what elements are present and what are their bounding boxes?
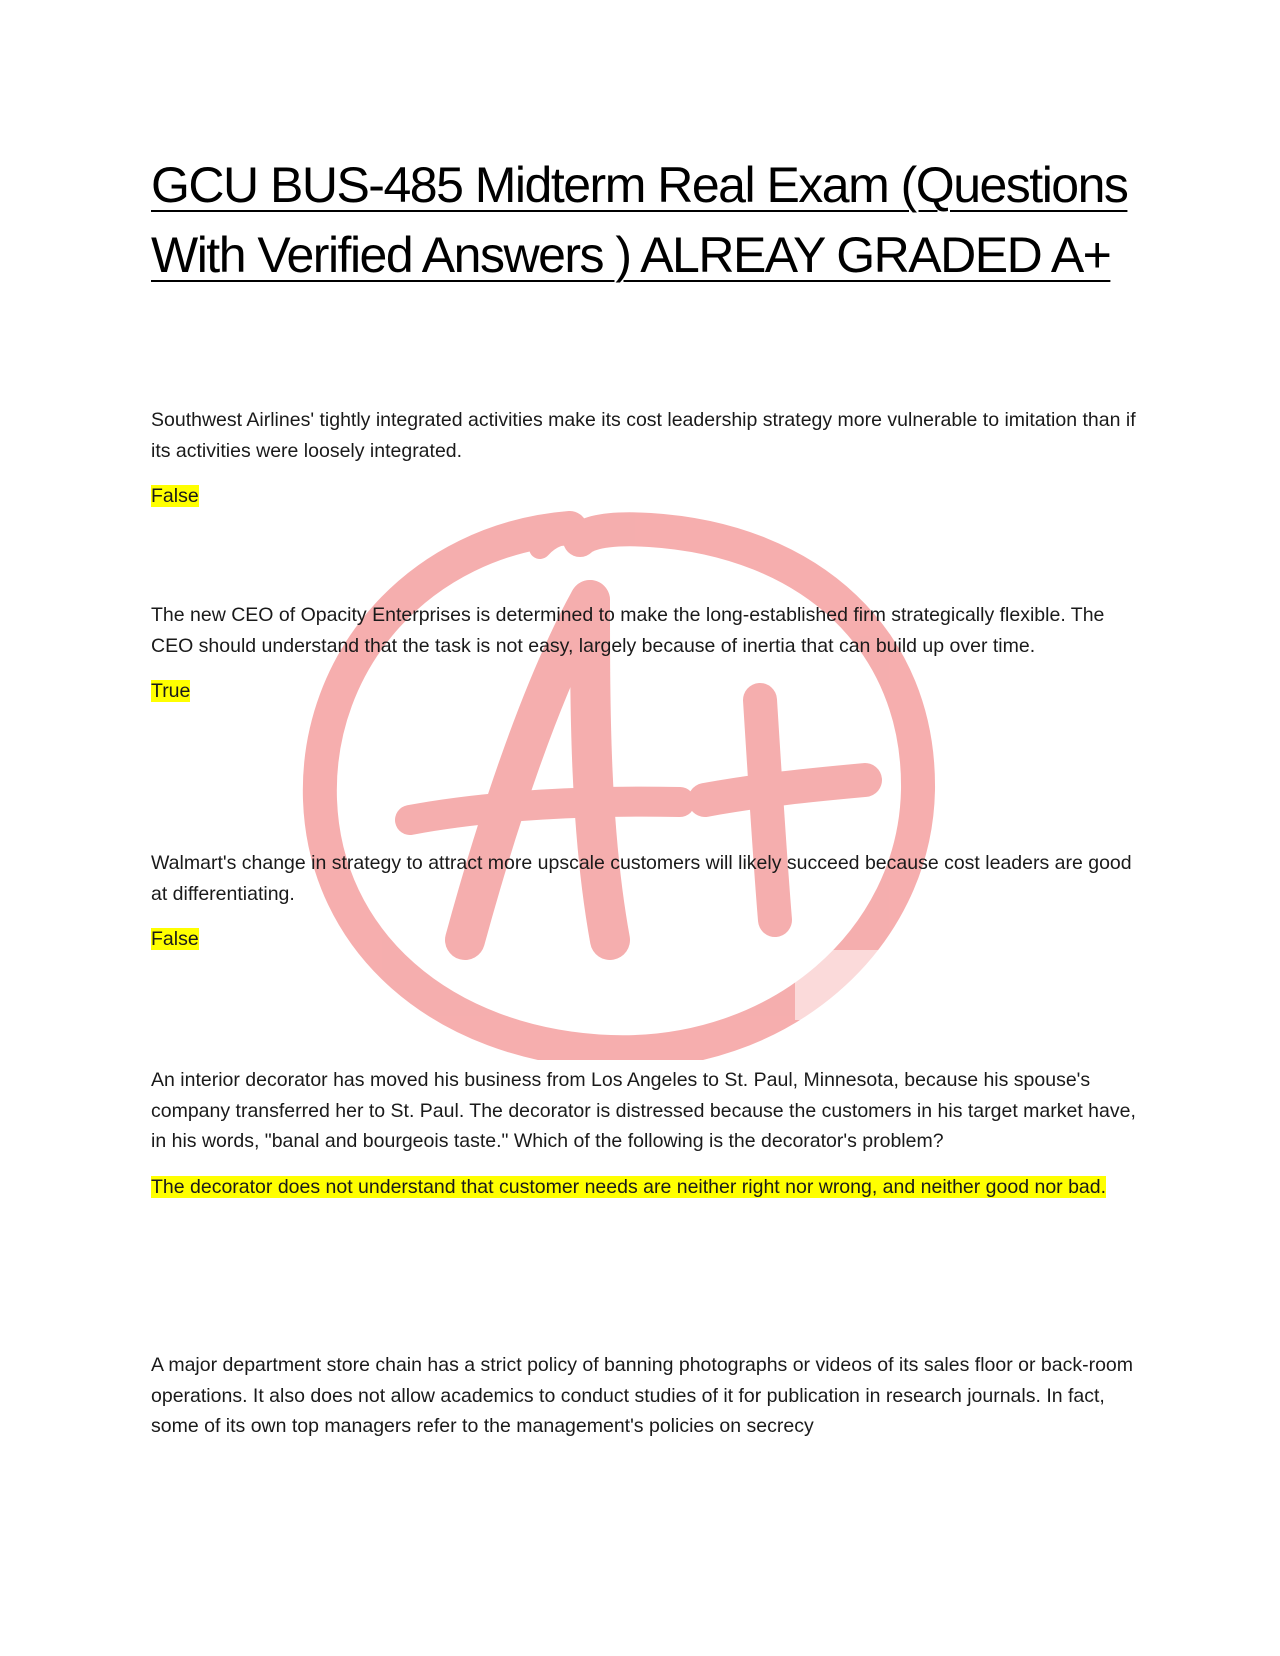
question-item-3 — [151, 848, 1136, 955]
watermark-overlay-box — [795, 950, 940, 1020]
watermark-text: or — [920, 994, 940, 1016]
question-text: Walmart's change in strategy to attract more upscale customers will likely succeed because cost leaders are good at differentiating. — [151, 852, 1132, 905]
answer-highlight: True — [151, 680, 191, 702]
question-text: A major department store chain has a strict policy of banning photographs or videos of its sales floor or back-room operations. It also does not allow academics to conduct studies of it for publication in research journals. In fact, some of its own top managers refer to the management's policies on secrecy — [151, 1354, 1133, 1437]
answer-highlight: The decorator does not understand that customer needs are neither right nor wrong, and neither good nor bad. — [151, 1175, 1107, 1198]
question-item-4 — [151, 1065, 1136, 1202]
question-item-5 — [151, 1350, 1136, 1442]
question-item-2 — [151, 600, 1136, 707]
question-item-1 — [151, 405, 1136, 512]
question-text: The new CEO of Opacity Enterprises is determined to make the long-established firm strategically flexible. The CEO should understand that the task is not easy, largely because of inertia that can build up over time. — [151, 604, 1105, 657]
page-title: GCU BUS-485 Midterm Real Exam (Questions With Verified Answers ) ALREAY GRADED A+ — [151, 157, 1128, 283]
answer-highlight: False — [151, 485, 199, 507]
question-text: Southwest Airlines' tightly integrated activities make its cost leadership strategy more vulnerable to imitation than if its activities were loosely integrated. — [151, 409, 1136, 462]
answer-highlight: False — [151, 928, 199, 950]
question-text: An interior decorator has moved his business from Los Angeles to St. Paul, Minnesota, because his spouse's company transferred her to St. Paul. The decorator is distressed because the customers in his target market have, in his words, "banal and bourgeois taste." Which of the following is the decorator's problem? — [151, 1069, 1136, 1152]
document-content — [151, 150, 1136, 1437]
